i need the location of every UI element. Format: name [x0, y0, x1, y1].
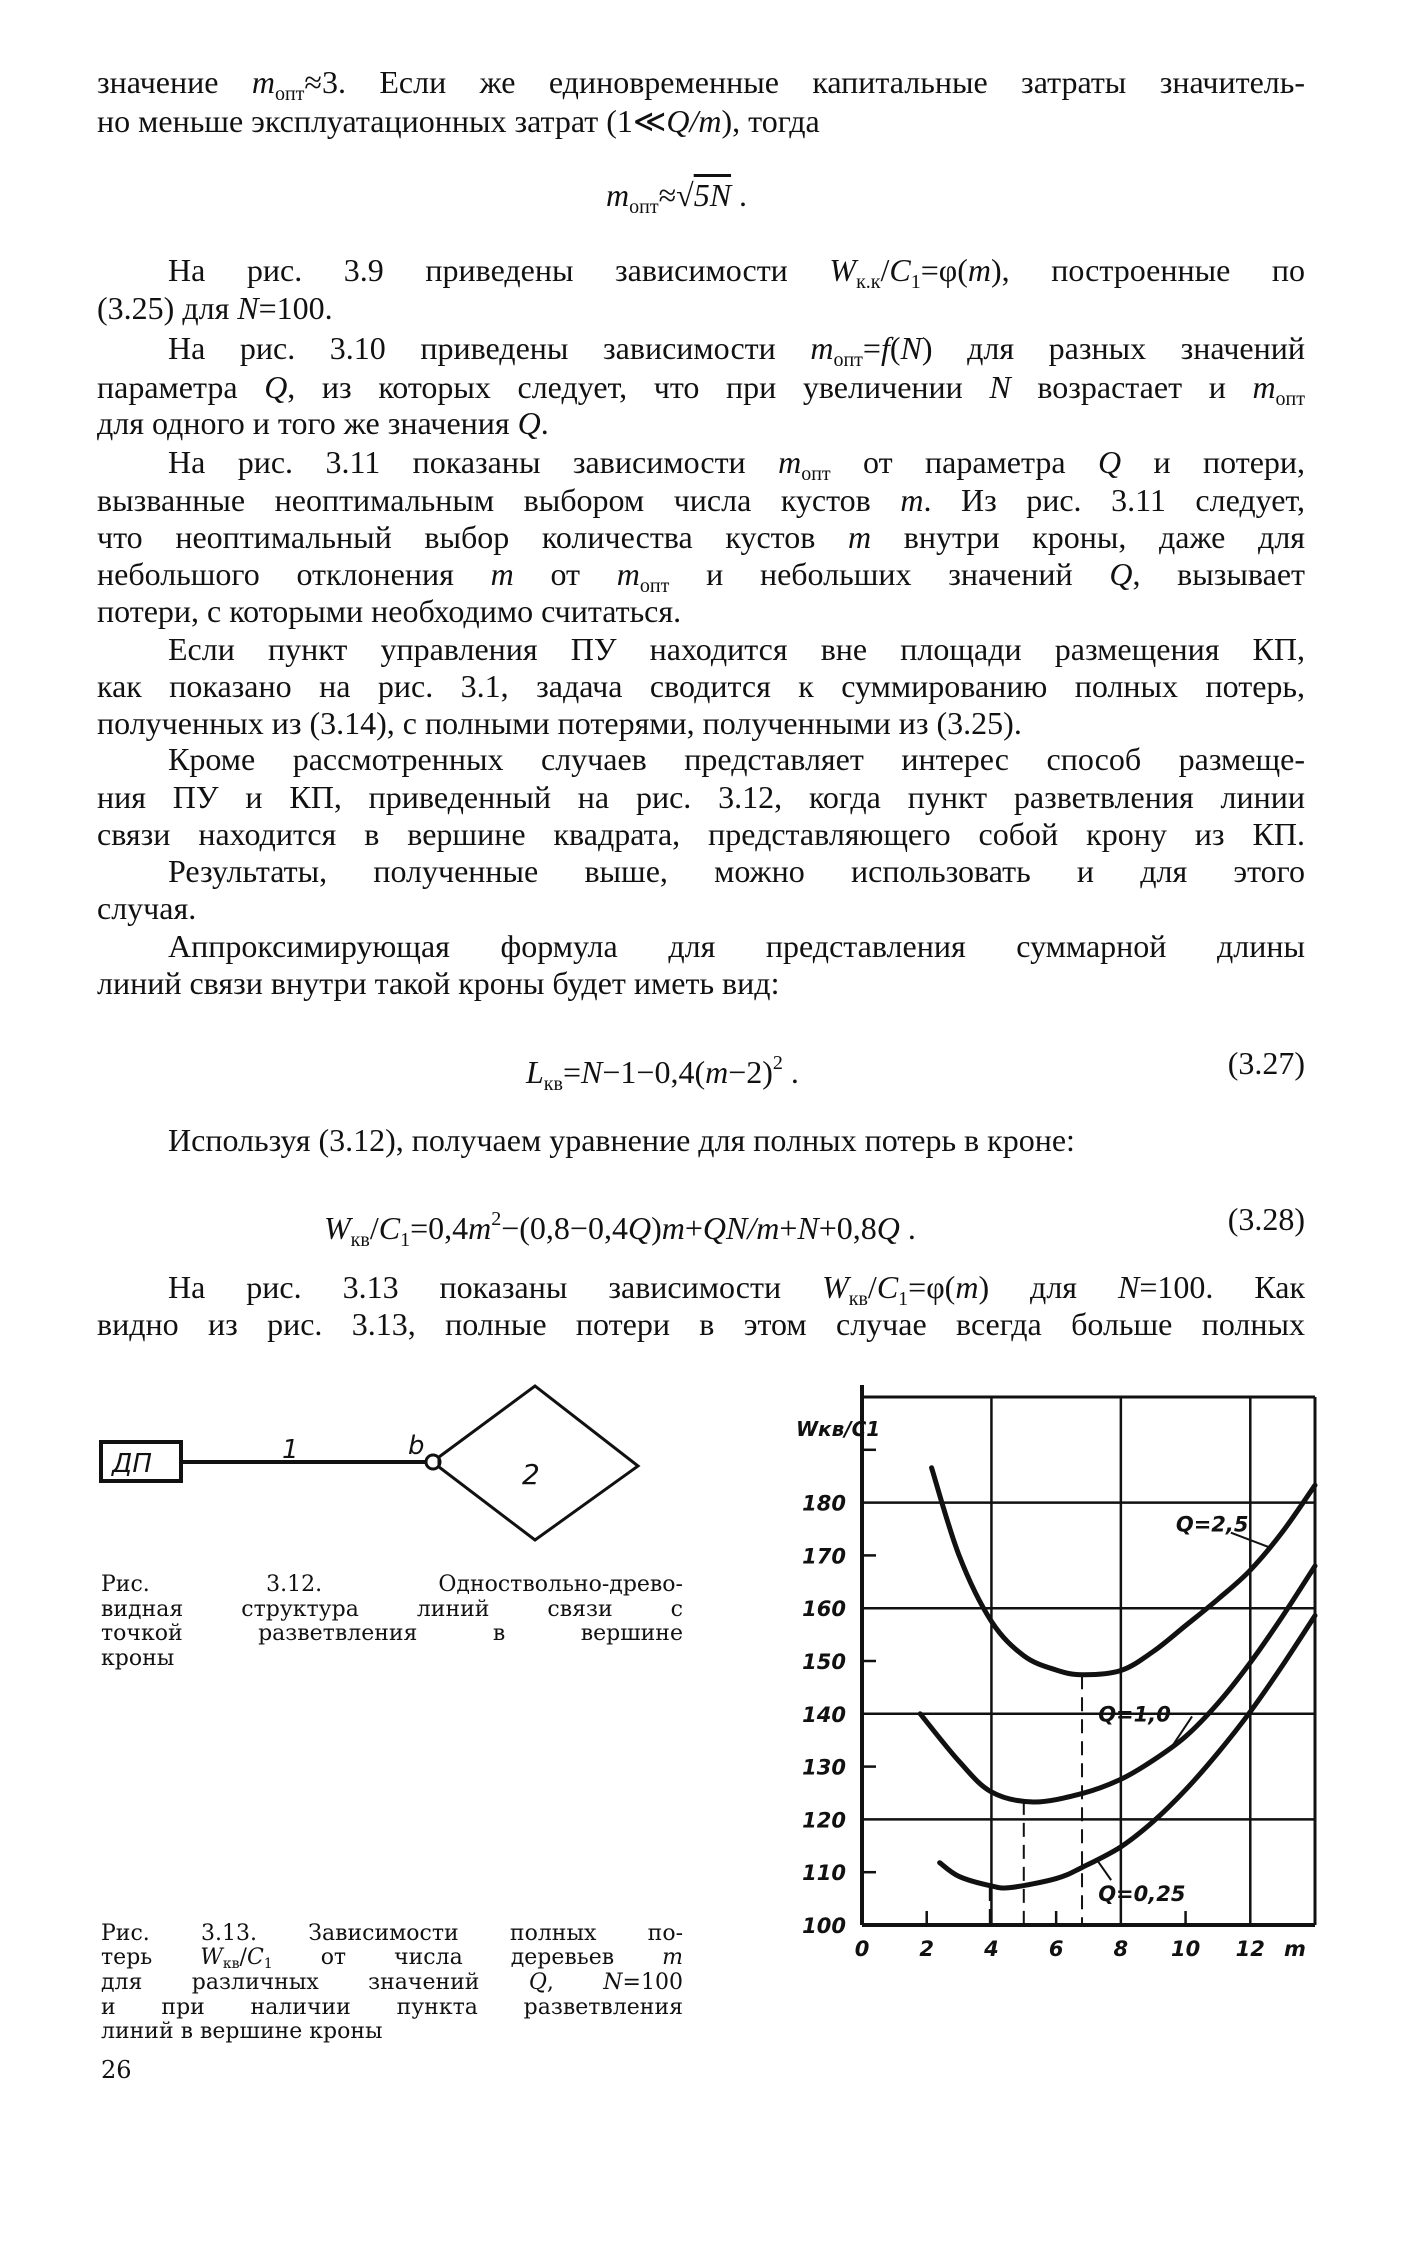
text-segment: 2: [491, 1208, 502, 1230]
text-segment: m: [616, 556, 640, 592]
x-tick-label: 4: [984, 1937, 999, 1961]
text-segment: C: [876, 1269, 899, 1305]
text-segment: (: [889, 330, 901, 366]
text-segment: =φ(: [908, 1269, 956, 1305]
text-segment: внутри кроны, даже для: [871, 519, 1306, 555]
text-segment: вызванные неоптимальным выбором числа кустов: [97, 482, 901, 518]
text-line: [168, 251, 1306, 293]
text-segment: для одного и того же значения: [97, 405, 518, 441]
text-segment: N: [797, 1210, 819, 1246]
text-segment: линий связи внутри такой кроны будет иметь вид:: [97, 965, 780, 1001]
text-segment: значение: [97, 64, 252, 100]
text-segment: m: [606, 177, 630, 213]
text-segment: случая.: [97, 890, 197, 926]
formula-m-opt: [606, 176, 748, 218]
text-segment: ), построенные по: [991, 252, 1306, 288]
text-segment: ния ПУ и КП, приведенный на рис. 3.12, когда пункт разветвления линии: [97, 779, 1305, 815]
text-segment: =: [562, 1054, 582, 1090]
formula-3-27: [526, 1044, 799, 1095]
text-line: [97, 481, 1305, 519]
text-segment: , из которых следует, что при увеличении: [287, 369, 990, 405]
text-segment: N: [900, 330, 922, 366]
text-segment: кв: [543, 1073, 563, 1095]
text-line: [97, 368, 1305, 410]
text-segment: W: [829, 252, 857, 288]
y-axis-label: Wкв/C1: [796, 1417, 881, 1441]
y-tick-label: 160: [802, 1597, 846, 1622]
text-segment: m: [848, 519, 872, 555]
series-curve-0: [932, 1468, 1315, 1675]
text-segment: и потери,: [1121, 444, 1306, 480]
text-segment: от числа деревьев: [272, 1945, 663, 1970]
text-line: [168, 630, 1305, 668]
x-tick-label: 6: [1048, 1937, 1064, 1961]
text-segment: W: [324, 1210, 351, 1246]
trunk-label: 1: [282, 1435, 299, 1465]
text-segment: .: [731, 177, 748, 213]
text-segment: =φ(: [920, 252, 968, 288]
text-segment: Q: [528, 1970, 547, 1995]
text-line: [97, 518, 1305, 556]
text-segment: 5N: [693, 177, 732, 213]
series-label-q-0-25: Q=0,25: [1098, 1882, 1186, 1907]
text-segment: =: [862, 330, 881, 366]
text-segment: −2): [728, 1054, 773, 1090]
figure-3-13-caption-line: [101, 1921, 683, 1946]
text-segment: m: [967, 252, 992, 288]
text-segment: +0,8: [818, 1210, 877, 1246]
text-segment: C: [889, 252, 911, 288]
text-segment: 1: [263, 1956, 273, 1972]
text-segment: опт: [801, 463, 831, 485]
x-tick-label: 12: [1235, 1937, 1265, 1961]
text-line: [97, 667, 1305, 705]
text-segment: и небольших значений: [669, 556, 1110, 592]
text-segment: Используя (3.12), получаем уравнение для полных потерь в кроне:: [168, 1122, 1075, 1158]
text-segment: опт: [629, 196, 659, 218]
text-segment: ) для: [978, 1269, 1118, 1305]
text-segment: .: [899, 1210, 916, 1246]
text-line: [97, 778, 1305, 816]
text-segment: m: [490, 556, 514, 592]
text-segment: Кроме рассмотренных случаев представляет интерес способ размеще-: [168, 741, 1305, 777]
text-line: [168, 443, 1306, 485]
x-tick-label: 2: [919, 1937, 935, 1961]
text-segment: возрастает и: [1010, 369, 1253, 405]
text-segment: опт: [1275, 388, 1305, 410]
y-tick-label: 140: [802, 1702, 846, 1727]
text-segment: Q/m: [666, 103, 722, 139]
text-segment: (3.25) для: [97, 290, 238, 326]
text-segment: кв: [848, 1288, 868, 1310]
text-segment: /: [369, 1210, 379, 1246]
text-segment: как показано на рис. 3.1, задача сводится к суммированию полных потерь,: [97, 668, 1305, 704]
text-segment: N: [237, 290, 259, 326]
series-curve-2: [940, 1616, 1315, 1888]
text-segment: =100. Как: [1139, 1269, 1306, 1305]
figure-3-12-caption-line: [101, 1597, 683, 1622]
text-segment: f: [880, 330, 890, 366]
text-line: [97, 815, 1305, 853]
text-segment: m: [468, 1210, 492, 1246]
text-line: [168, 329, 1306, 371]
text-segment: параметра: [97, 369, 265, 405]
text-segment: .: [540, 405, 549, 441]
figure-3-12-diagram: [0, 1370, 700, 1560]
y-tick-label: 110: [802, 1861, 846, 1886]
text-segment: Q: [264, 369, 288, 405]
text-line: [97, 63, 1306, 105]
text-segment: /: [880, 252, 890, 288]
text-line: [97, 592, 1305, 630]
text-segment: N: [1118, 1269, 1140, 1305]
text-segment: . Из рис. 3.11 следует,: [923, 482, 1306, 518]
text-segment: кв: [222, 1956, 240, 1972]
text-segment: Результаты, полученные выше, можно использовать и для этого: [168, 853, 1305, 889]
text-segment: Аппроксимирующая формула для представления суммарной длины: [168, 928, 1305, 964]
text-segment: ,: [546, 1970, 604, 1995]
text-segment: .: [782, 1054, 799, 1090]
text-segment: ) для разных значений: [921, 330, 1306, 366]
text-segment: W: [200, 1945, 223, 1970]
text-segment: 1: [400, 1229, 411, 1251]
text-segment: m: [705, 1054, 729, 1090]
text-segment: На рис. 3.13 показаны зависимости: [168, 1269, 823, 1305]
text-segment: и при наличии пункта разветвления: [101, 1995, 683, 2020]
text-segment: Q: [517, 405, 541, 441]
text-segment: от параметра: [830, 444, 1098, 480]
text-segment: −1−0,4(: [602, 1054, 706, 1090]
text-segment: Q: [627, 1210, 652, 1246]
text-segment: Если пункт управления ПУ находится вне площади размещения КП,: [168, 631, 1305, 667]
y-tick-label: 170: [802, 1544, 846, 1569]
text-segment: ≈√: [658, 177, 694, 213]
figure-3-12-caption-line: [101, 1572, 683, 1597]
text-segment: к.к: [856, 271, 881, 293]
series-label-q-2-5: Q=2,5: [1175, 1512, 1249, 1537]
node-label: b: [408, 1431, 425, 1461]
text-segment: m: [662, 1945, 683, 1970]
text-line: [97, 704, 1305, 742]
text-segment: L: [526, 1054, 544, 1090]
text-segment: =100.: [258, 290, 333, 326]
y-tick-label: 120: [802, 1808, 846, 1833]
text-segment: 1: [898, 1288, 909, 1310]
text-segment: +: [779, 1210, 798, 1246]
text-segment: C: [246, 1945, 264, 1970]
page-number: 26: [101, 2056, 132, 2084]
text-line: [168, 740, 1305, 778]
text-segment: потери, с которыми необходимо считаться.: [97, 593, 682, 629]
text-segment: Q: [876, 1210, 900, 1246]
text-segment: но меньше эксплуатационных затрат (1≪: [97, 103, 667, 139]
text-line: [97, 102, 1305, 140]
figure-3-13-caption-line: [101, 2019, 683, 2044]
text-segment: связи находится в вершине квадрата, представляющего собой крону из КП.: [97, 816, 1305, 852]
text-segment: =100: [622, 1970, 683, 1995]
text-segment: , вызывает: [1132, 556, 1306, 592]
text-segment: −(0,8−0,4: [501, 1210, 628, 1246]
text-segment: N: [581, 1054, 603, 1090]
leader-line: [1098, 1862, 1111, 1880]
text-segment: +: [684, 1210, 703, 1246]
text-segment: C: [378, 1210, 401, 1246]
text-segment: m: [1252, 369, 1276, 405]
text-segment: ≈3. Если же единовременные капитальные затраты значитель-: [304, 64, 1306, 100]
text-segment: ), тогда: [721, 103, 820, 139]
text-segment: ): [651, 1210, 662, 1246]
text-segment: для различных значений: [101, 1970, 529, 1995]
text-segment: N: [989, 369, 1011, 405]
text-segment: /: [239, 1945, 247, 1970]
text-segment: Q: [1097, 444, 1122, 480]
text-segment: что неоптимальный выбор количества кустов: [97, 519, 848, 555]
text-segment: m: [900, 482, 924, 518]
y-tick-label: 100: [802, 1914, 846, 1938]
figure-3-13-caption-line: [101, 1995, 683, 2020]
text-segment: m: [810, 330, 834, 366]
y-tick-label: 130: [802, 1755, 846, 1780]
text-segment: 1: [910, 271, 921, 293]
text-segment: кв: [350, 1229, 370, 1251]
text-line: [97, 964, 1305, 1002]
y-tick-label: 150: [802, 1650, 846, 1674]
x-tick-label: 10: [1170, 1937, 1201, 1961]
text-line: [168, 1268, 1306, 1310]
text-segment: от: [513, 556, 617, 592]
text-segment: Рис. 3.13. Зависимости полных по-: [101, 1921, 683, 1946]
figure-3-12-caption-line: [101, 1646, 683, 1671]
figure-3-13-chart: [780, 1370, 1421, 1990]
text-segment: опт: [274, 83, 305, 105]
text-segment: m: [661, 1210, 685, 1246]
figure-3-12-caption-line: [101, 1621, 683, 1646]
text-segment: /: [867, 1269, 877, 1305]
text-segment: полученных из (3.14), с полными потерями, полученными из (3.25).: [97, 705, 1022, 741]
text-line: [97, 404, 1305, 442]
text-line: [97, 1305, 1305, 1343]
series-label-q-1-0: Q=1,0: [1098, 1702, 1171, 1727]
text-segment: видно из рис. 3.13, полные потери в этом случае всегда больше полных: [97, 1306, 1305, 1342]
text-segment: QN/m: [702, 1210, 780, 1246]
text-segment: На рис. 3.11 показаны зависимости: [168, 444, 779, 480]
formula-3-28: [324, 1200, 916, 1251]
equation-number: (3.27): [1227, 1045, 1305, 1081]
text-line: [97, 889, 1305, 927]
text-segment: терь: [101, 1945, 201, 1970]
text-line: [168, 852, 1305, 890]
text-segment: точкой разветвления в вершине: [101, 1621, 683, 1646]
figure-3-13-caption-line: [101, 1970, 683, 1995]
text-line: [168, 1121, 1305, 1159]
text-segment: W: [822, 1269, 849, 1305]
text-segment: N: [603, 1970, 623, 1995]
text-segment: опт: [833, 349, 863, 371]
text-line: [97, 289, 1305, 327]
text-segment: На рис. 3.10 приведены зависимости: [168, 330, 811, 366]
x-tick-label: 8: [1113, 1937, 1129, 1961]
text-segment: линий в вершине кроны: [101, 2019, 383, 2044]
x-axis-label: m: [1284, 1937, 1306, 1961]
text-line: [97, 555, 1306, 597]
text-segment: опт: [639, 575, 670, 597]
crown-label: 2: [522, 1458, 540, 1491]
text-line: [168, 927, 1305, 965]
y-tick-label: 180: [802, 1491, 846, 1516]
x-tick-label: 0: [854, 1937, 870, 1961]
text-segment: 2: [772, 1052, 783, 1074]
text-segment: На рис. 3.9 приведены зависимости: [168, 252, 830, 288]
dp-box-label: ДП: [112, 1449, 152, 1479]
text-segment: Рис. 3.12. Одноствольно-древо-: [101, 1572, 683, 1597]
text-segment: видная структура линий связи с: [101, 1597, 683, 1622]
text-segment: m: [778, 444, 802, 480]
text-segment: m: [955, 1269, 979, 1305]
equation-number: (3.28): [1227, 1201, 1305, 1237]
text-segment: m: [251, 64, 275, 100]
figure-3-13-caption-line: [101, 1945, 683, 1970]
text-segment: =0,4: [410, 1210, 469, 1246]
text-segment: кроны: [101, 1646, 175, 1671]
text-segment: небольшого отклонения: [97, 556, 491, 592]
text-segment: Q: [1109, 556, 1133, 592]
